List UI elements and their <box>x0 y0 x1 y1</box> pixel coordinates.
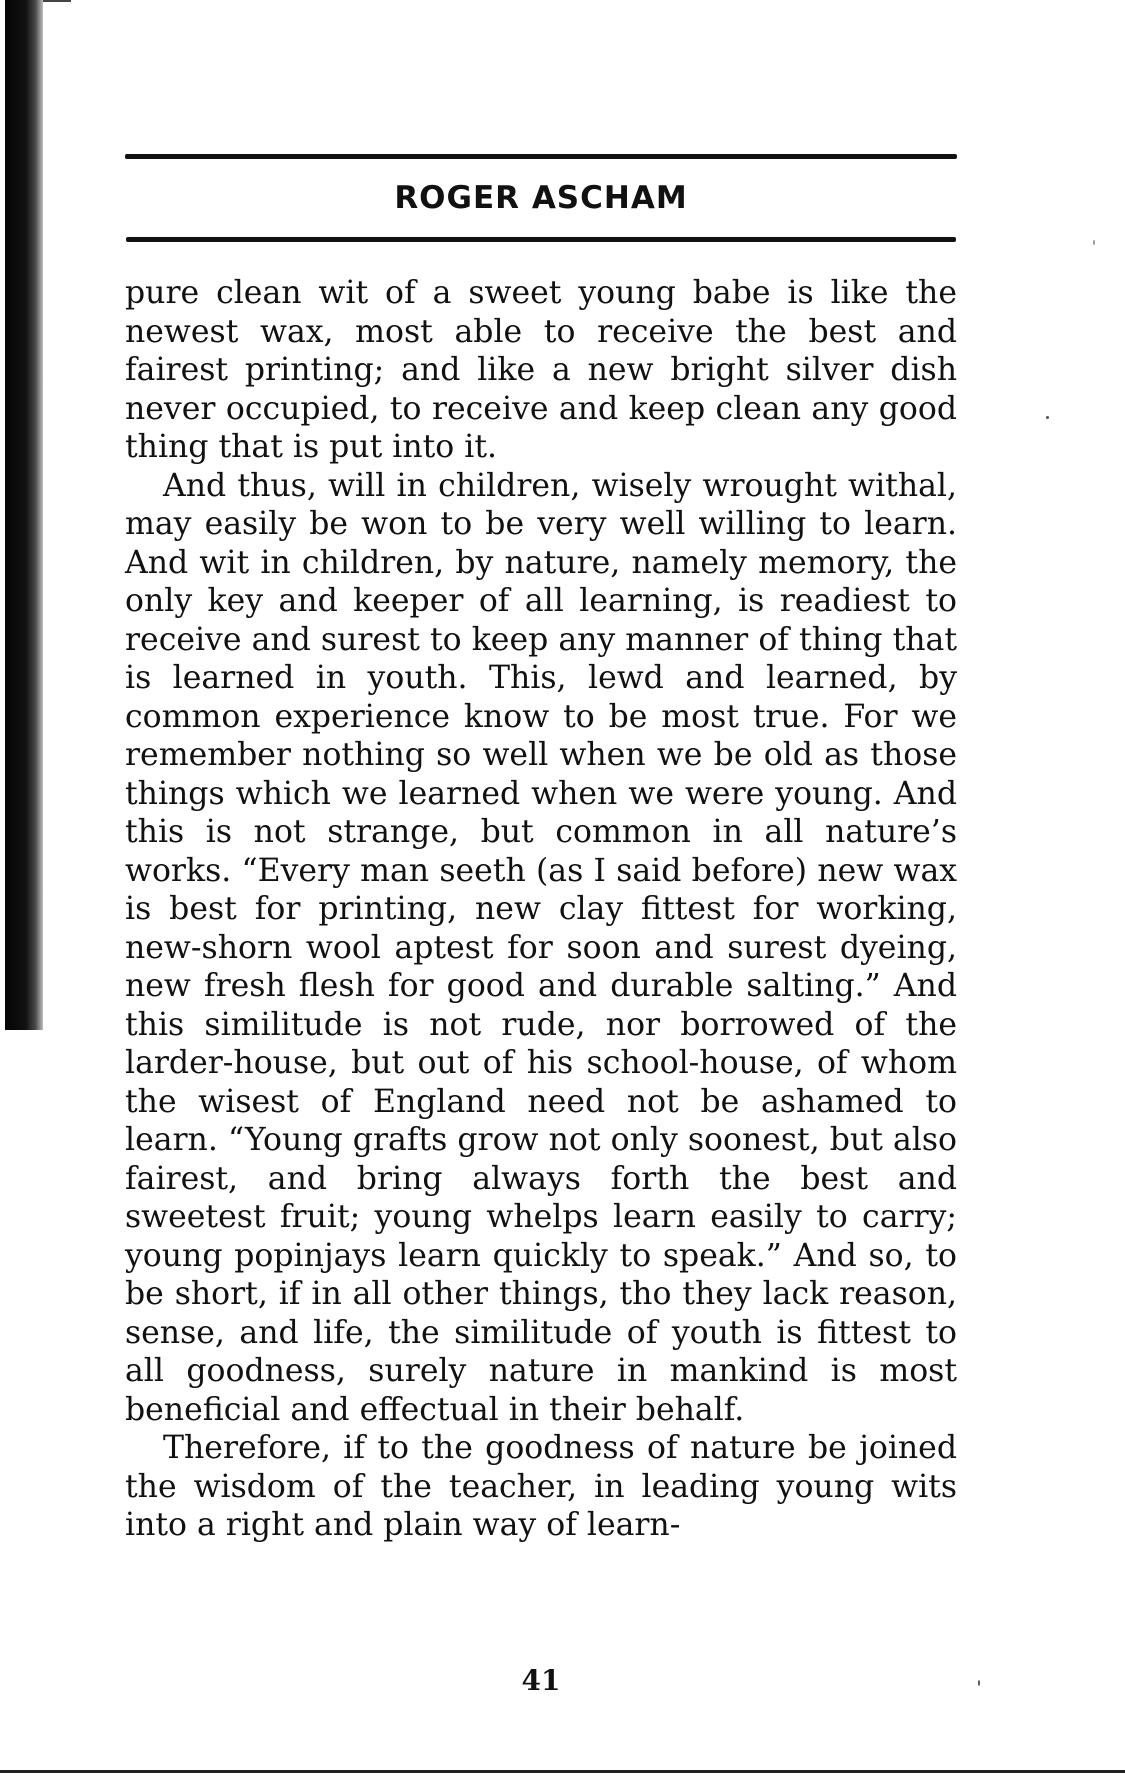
body-text <box>125 274 957 1545</box>
header-bottom-rule <box>126 237 956 242</box>
spine-top-edge <box>43 0 71 12</box>
page-bottom-edge <box>0 1770 1125 1773</box>
book-spine-shadow <box>5 0 43 1030</box>
paragraph-2: And thus, will in children, wisely wrought withal, may easily be won to be very well willing to learn. And wit in children, by nature, namely memory, the only key and keeper of all learning, is readiest to receive and surest to keep any manner of thing that is learned in youth. This, lewd and learned, by common experience know to be most true. For we remember nothing so well when we be old as those things which we learned when we were young. And this is not strange, but common in all nature’s works. “Every man seeth (as I said before) new wax is best for printing, new clay fittest for working, new-shorn wool aptest for soon and surest dyeing, new fresh flesh for good and durable salting.” And this similitude is not rude, nor borrowed of the larder-house, but out of his school-house, of whom the wisest of England need not be ashamed to learn. “Young grafts grow not only soonest, but also fairest, and bring always forth the best and sweetest fruit; young whelps learn easily to carry; young popinjays learn quickly to speak.” And so, to be short, if in all other things, tho they lack reason, sense, and life, the similitude of youth is fittest to all goodness, surely nature in mankind is most beneficial and effectual in their behalf. <box>125 467 957 1428</box>
header-top-rule <box>125 154 957 159</box>
print-speck <box>978 1680 980 1686</box>
paragraph-3: Therefore, if to the goodness of nature be joined the wisdom of the teacher, in leading young wits into a right and plain way of learn- <box>125 1430 957 1543</box>
print-speck <box>1093 240 1095 245</box>
page-number: 41 <box>521 1664 561 1697</box>
print-speck <box>1046 416 1049 419</box>
paragraph-1: pure clean wit of a sweet young babe is like the newest wax, most able to receive the best and fairest printing; and like a new bright silver dish never occupied, to receive and keep clean any good thing that is put into it. <box>125 275 957 465</box>
running-head: ROGER ASCHAM <box>394 180 688 216</box>
